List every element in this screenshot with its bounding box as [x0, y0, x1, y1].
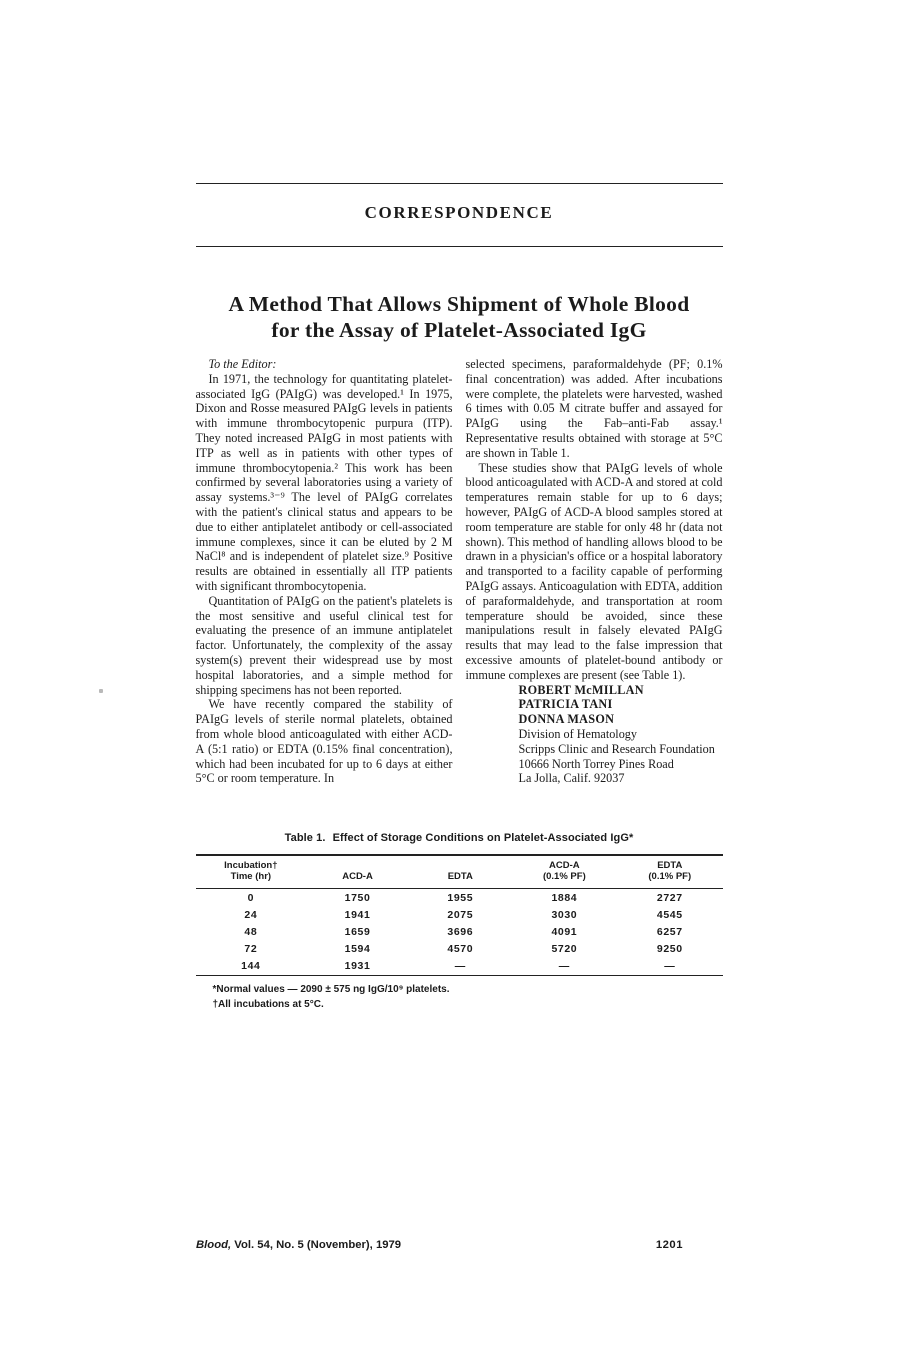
- cell-time: 48: [244, 926, 258, 939]
- left-column: [196, 357, 453, 786]
- cell-value: 9250: [656, 943, 683, 956]
- cell-value: 3696: [447, 926, 474, 939]
- masthead-rule-bottom: [196, 246, 723, 247]
- paragraph-results: These studies show that PAIgG levels of whole blood anticoagulated with ACD-A and stored at cold temperatures remain stable for up to 6 days; however, PAIgG of ACD-A blood samples stored at room temperature are stable for only 48 hr (data not shown). This method of handling allows blood to be drawn in a physician's office or a hospital laboratory and transported to a facility capable of performing PAIgG assays. Anticoagulation with EDTA, addition of paraformaldehyde, and transportation at room temperature should be avoided, since these manipulations result in falsely elevated PAIgG results that may lead to the false impression that excessive amounts of platelet-bound antibody or immune complexes are present (see Table 1).: [465, 460, 723, 682]
- cell-time: 72: [244, 943, 258, 956]
- cell-value: —: [664, 960, 676, 973]
- cell-value: 2727: [656, 891, 683, 904]
- author-name: ROBERT McMILLAN: [518, 682, 644, 697]
- column-header-acd-a-pf: ACD-A (0.1% PF): [542, 860, 586, 883]
- table-1-section: [196, 832, 723, 1012]
- affiliation-line: 10666 North Torrey Pines Road: [518, 756, 674, 771]
- table-body: [196, 889, 723, 976]
- column-header-edta: EDTA: [447, 871, 473, 883]
- cell-value: —: [558, 960, 570, 973]
- table-header: [196, 855, 723, 889]
- cell-value: 1594: [344, 943, 371, 956]
- page-content: [196, 183, 723, 1012]
- footnote-normal-values: *Normal values — 2090 ± 575 ng IgG/10⁹ platelets.: [212, 984, 450, 996]
- paragraph-methods-continued: selected specimens, paraformaldehyde (PF; 0.1% final concentration) was added. After incubations were complete, the platelets were harvested, washed 6 times with 0.05 M citrate buffer and assayed for PAIgG using the Fab–anti-Fab assay.¹ Representative results obtained with storage at 5°C are shown in Table 1.: [465, 357, 723, 460]
- table-caption: [196, 832, 723, 845]
- cell-time: 0: [247, 891, 255, 904]
- signature-block: [519, 683, 723, 787]
- column-header-edta-pf: EDTA (0.1% PF): [648, 860, 692, 883]
- section-heading: CORRESPONDENCE: [364, 203, 554, 222]
- page-footer: [196, 1239, 723, 1251]
- column-header-acd-a: ACD-A: [342, 871, 373, 883]
- salutation: To the Editor:: [208, 357, 277, 371]
- table-caption-label: Table 1.: [284, 832, 326, 845]
- letter-body: [196, 357, 723, 786]
- cell-value: 1659: [344, 926, 371, 939]
- cell-value: 2075: [447, 908, 474, 921]
- author-name: PATRICIA TANI: [518, 697, 613, 712]
- cell-value: 1750: [344, 891, 371, 904]
- right-column: [466, 357, 723, 786]
- affiliation-line: La Jolla, Calif. 92037: [518, 771, 625, 786]
- cell-value: —: [454, 960, 466, 973]
- table-row: [196, 889, 723, 907]
- paragraph-quantitation: Quantitation of PAIgG on the patient's platelets is the most sensitive and useful clinical test for evaluating the presence of an immune antiplatelet factor. Unfortunately, the complexity of the assay system(s) prevent their widespread use by most hospital laboratories, and a simple method for shipping specimens has not been reported.: [195, 593, 453, 697]
- table-footnotes: [213, 983, 723, 1012]
- cell-value: 1941: [344, 908, 371, 921]
- affiliation-line: Division of Hematology: [518, 726, 637, 741]
- cell-value: 1955: [447, 891, 474, 904]
- journal-citation: [196, 1239, 401, 1251]
- table-row: [196, 906, 723, 923]
- cell-value: 1884: [551, 891, 578, 904]
- cell-time: 24: [244, 908, 258, 921]
- cell-value: 6257: [656, 926, 683, 939]
- table-row: [196, 941, 723, 958]
- table-row: [196, 958, 723, 976]
- author-name: DONNA MASON: [518, 712, 615, 727]
- footnote-incubations: †All incubations at 5°C.: [212, 998, 324, 1010]
- paragraph-comparison: We have recently compared the stability of PAIgG levels of sterile normal platelets, obtained from whole blood anticoagulated with either ACD-A (5:1 ratio) or EDTA (0.15% final concentration), which had been incubated for up to 6 days at either 5°C or room temperature. In: [195, 697, 453, 786]
- article-title-line-1: A Method That Allows Shipment of Whole Blood: [228, 292, 690, 316]
- journal-page: [0, 183, 918, 1371]
- article-title-line-2: for the Assay of Platelet-Associated IgG: [271, 318, 647, 342]
- page-number: 1201: [655, 1239, 683, 1251]
- cell-value: 4570: [447, 943, 474, 956]
- cell-value: 1931: [344, 960, 371, 973]
- cell-value: 3030: [551, 908, 578, 921]
- storage-conditions-table: [196, 854, 723, 976]
- cell-time: 144: [241, 960, 261, 973]
- journal-name: Blood,: [196, 1239, 232, 1251]
- cell-value: 4091: [551, 926, 578, 939]
- table-row: [196, 923, 723, 940]
- citation-text: Vol. 54, No. 5 (November), 1979: [231, 1239, 402, 1251]
- affiliation-line: Scripps Clinic and Research Foundation: [518, 741, 715, 756]
- scan-speck: [99, 689, 103, 693]
- table-caption-text: Effect of Storage Conditions on Platelet-Associated IgG*: [332, 832, 634, 845]
- paragraph-intro: In 1971, the technology for quantitating platelet-associated IgG (PAIgG) was developed.¹ In 1975, Dixon and Rosse measured PAIgG levels in patients with immune thrombocytopenic purpura (ITP). They noted increased PAIgG in most patients with ITP as well as in patients with other types of immune thrombocytopenia.² This work has been confirmed by several laboratories using a variety of assay systems.³⁻⁹ The level of PAIgG correlates with the patient's clinical status and appears to be due to either antiplatelet antibody or cell-associated immune complexes, since it can be eluted by 2 M NaCl⁸ and is independent of platelet size.⁹ Positive results are obtained in essentially all ITP patients with significant thrombocytopenia.: [195, 371, 453, 593]
- article-title: [196, 291, 723, 343]
- cell-value: 4545: [656, 908, 683, 921]
- column-header-incubation-time: Incubation† Time (hr): [224, 860, 278, 883]
- cell-value: 5720: [551, 943, 578, 956]
